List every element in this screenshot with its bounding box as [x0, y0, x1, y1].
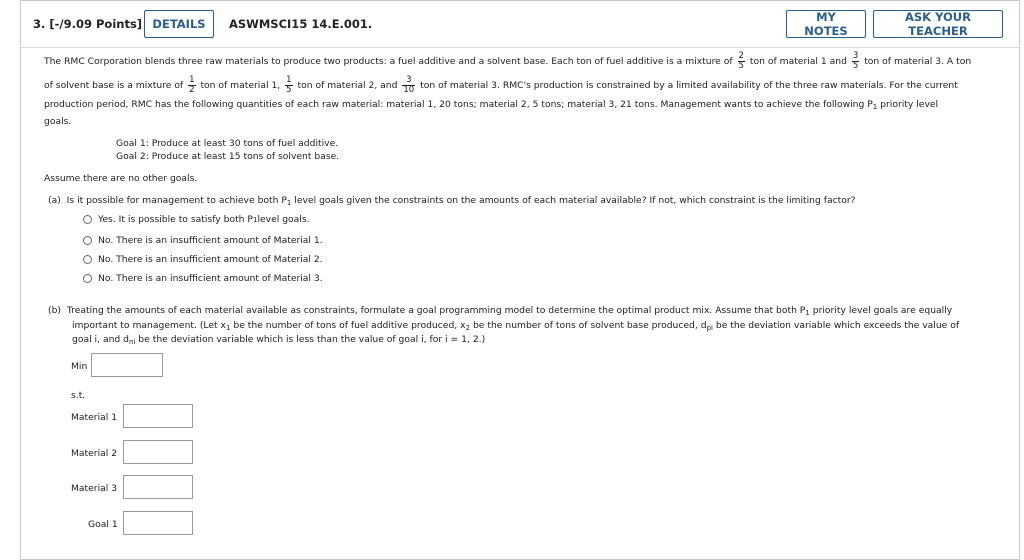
option-material-3[interactable]: No. There is an insufficient amount of Material 3. [83, 273, 323, 284]
radio-button[interactable] [83, 255, 92, 264]
part-b-line-3: goal i, and $d_{ni}$ be the deviation variable which is less than the value of goal i, for i = 1, 2.) [72, 334, 486, 346]
goal-2-text: Goal 2: Produce at least 15 tons of solvent base. [116, 151, 340, 162]
fraction-1-2: $\frac{1}{2}$ [189, 75, 195, 95]
material-3-label: Material 3 [71, 483, 118, 494]
objective-input[interactable] [91, 353, 163, 377]
problem-line-2: of solvent base is a mixture of $\frac{1}{2}$ ton of material 1, $\frac{1}{5}$ ton of material 2, and $\frac{3}{10}$ ton of material 3. RMC's production is constrained by a limited availability of the three raw materials. For the current [44, 75, 958, 95]
question-number: 3. [-/9.09 Points] [33, 17, 143, 31]
min-label: Min [71, 361, 88, 372]
problem-line-3: production period, RMC has the following quantities of each raw material: material 1, 20 tons; material 2, 5 tons; material 3, 21 tons. Management wants to achieve the following $P_1$ priority level [44, 99, 939, 111]
radio-button[interactable] [83, 274, 92, 283]
problem-line-4: goals. [44, 116, 72, 127]
material-3-input[interactable] [123, 475, 193, 499]
material-1-input[interactable] [123, 404, 193, 428]
part-b-line-1: (b) Treating the amounts of each material available as constraints, formulate a goal programming model to determine the optimal product mix. Assume that both $P_1$ priority level goals are equally [48, 305, 953, 317]
radio-button[interactable] [83, 236, 92, 245]
goal-1-input[interactable] [123, 511, 193, 535]
option-yes[interactable]: Yes. It is possible to satisfy both P 1 level goals. [83, 214, 310, 225]
option-material-1[interactable]: No. There is an insufficient amount of Material 1. [83, 235, 323, 246]
ask-teacher-button[interactable]: ASK YOUR TEACHER [873, 10, 1003, 38]
assumption-text: Assume there are no other goals. [44, 173, 198, 184]
problem-line-1: The RMC Corporation blends three raw materials to produce two products: a fuel additive and a solvent base. Each ton of fuel additive is a mixture of $\frac{2}{5}$ ton of material 1 and $\frac{3}{5}$ ton of material 3. A ton [44, 51, 972, 71]
option-material-2[interactable]: No. There is an insufficient amount of Material 2. [83, 254, 323, 265]
radio-button[interactable] [83, 215, 92, 224]
part-b-line-2: important to management. (Let $x_1$ be the number of tons of fuel additive produced, $x_2$ be the number of tons of solvent base produced, $d_{pi}$ be the deviation variable which exceeds the value of [72, 320, 960, 332]
goal-1-label: Goal 1 [88, 519, 118, 530]
fraction-3-5: $\frac{3}{5}$ [852, 51, 859, 71]
part-a-question: (a) Is it possible for management to achieve both $P_1$ level goals given the constraints on the amounts of each material available? If not, which constraint is the limiting factor? [48, 195, 856, 207]
my-notes-button[interactable]: MY NOTES [786, 10, 866, 38]
goal-1-text: Goal 1: Produce at least 30 tons of fuel additive. [116, 138, 339, 149]
points-label: [-/9.09 Points] [49, 17, 143, 31]
fraction-3-10: $\frac{3}{10}$ [403, 75, 415, 95]
material-2-input[interactable] [123, 440, 193, 464]
material-2-label: Material 2 [71, 448, 118, 459]
fraction-2-5: $\frac{2}{5}$ [738, 51, 744, 71]
material-1-label: Material 1 [71, 412, 118, 423]
details-button[interactable]: DETAILS [144, 10, 214, 38]
question-header [21, 1, 1019, 48]
st-label: s.t. [71, 390, 86, 401]
fraction-1-5: $\frac{1}{5}$ [286, 75, 292, 95]
problem-code: ASWMSCI15 14.E.001. [229, 17, 373, 31]
